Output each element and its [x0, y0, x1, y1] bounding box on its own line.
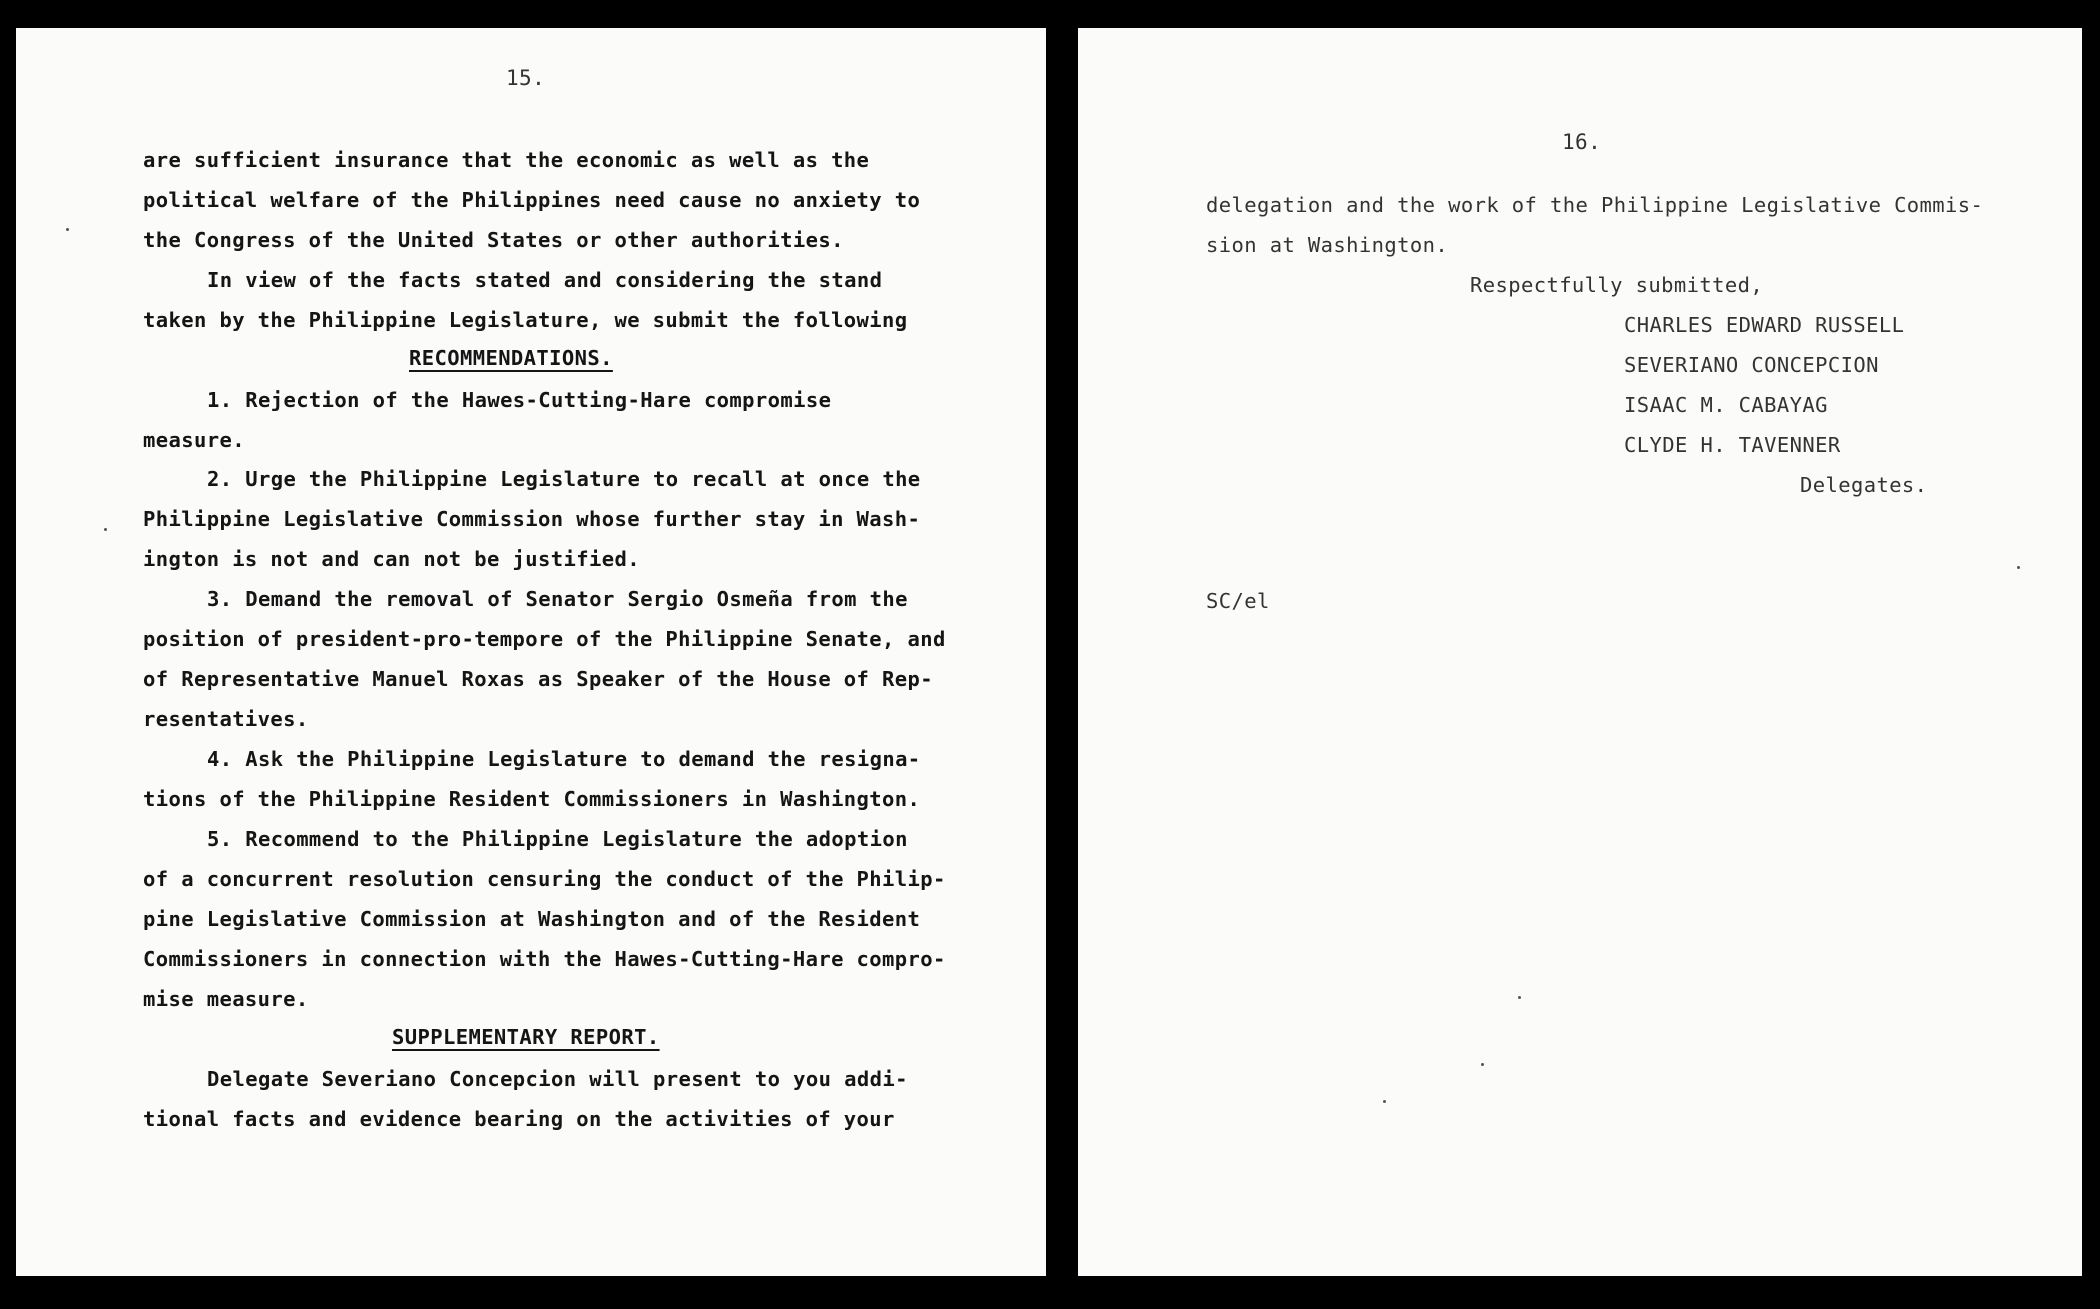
page-number: 15. [506, 66, 546, 90]
list-item-line: measure. [143, 428, 245, 452]
paragraph-line: sion at Washington. [1206, 233, 1449, 257]
paragraph-line: are sufficient insurance that the economic as well as the [143, 148, 870, 172]
paper-speck [1481, 1063, 1484, 1066]
section-heading: RECOMMENDATIONS. [409, 346, 613, 370]
paper-speck [104, 528, 107, 531]
paper-speck [66, 228, 69, 231]
paper-speck [1518, 996, 1521, 999]
signatory-name: SEVERIANO CONCEPCION [1624, 353, 1879, 377]
list-item-line: 3. Demand the removal of Senator Sergio Osmeña from the [207, 587, 908, 611]
typist-initials: SC/el [1206, 589, 1270, 613]
paragraph-line: tional facts and evidence bearing on the activities of your [143, 1107, 895, 1131]
list-item-line: resentatives. [143, 707, 309, 731]
list-item-line: 1. Rejection of the Hawes-Cutting-Hare compromise [207, 388, 832, 412]
paper-speck [2017, 566, 2020, 569]
signatory-name: ISAAC M. CABAYAG [1624, 393, 1828, 417]
list-item-line: Commissioners in connection with the Hawes-Cutting-Hare compro- [143, 947, 946, 971]
paper-speck [1383, 1100, 1386, 1103]
list-item-line: tions of the Philippine Resident Commissioners in Washington. [143, 787, 921, 811]
list-item-line: 4. Ask the Philippine Legislature to demand the resigna- [207, 747, 921, 771]
paragraph-line: the Congress of the United States or other authorities. [143, 228, 844, 252]
list-item-line: position of president-pro-tempore of the Philippine Senate, and [143, 627, 946, 651]
list-item-line: 5. Recommend to the Philippine Legislature the adoption [207, 827, 908, 851]
section-heading: SUPPLEMENTARY REPORT. [392, 1025, 660, 1049]
list-item-line: Philippine Legislative Commission whose further stay in Wash- [143, 507, 921, 531]
paragraph-line: political welfare of the Philippines need cause no anxiety to [143, 188, 921, 212]
list-item-line: of Representative Manuel Roxas as Speaker of the House of Rep- [143, 667, 934, 691]
paragraph-line: delegation and the work of the Philippine Legislative Commis- [1206, 193, 1984, 217]
paragraph-line: In view of the facts stated and considering the stand [207, 268, 883, 292]
page-number: 16. [1562, 130, 1602, 154]
list-item-line: pine Legislative Commission at Washington and of the Resident [143, 907, 921, 931]
list-item-line: of a concurrent resolution censuring the conduct of the Philip- [143, 867, 946, 891]
list-item-line: mise measure. [143, 987, 309, 1011]
paragraph-line: taken by the Philippine Legislature, we submit the following [143, 308, 908, 332]
document-page-15 [16, 28, 1046, 1276]
signatory-name: CLYDE H. TAVENNER [1624, 433, 1841, 457]
signatory-name: CHARLES EDWARD RUSSELL [1624, 313, 1905, 337]
list-item-line: ington is not and can not be justified. [143, 547, 640, 571]
signatory-role: Delegates. [1800, 473, 1928, 497]
closing-salutation: Respectfully submitted, [1470, 273, 1764, 297]
list-item-line: 2. Urge the Philippine Legislature to recall at once the [207, 467, 921, 491]
document-page-16 [1078, 28, 2082, 1276]
paragraph-line: Delegate Severiano Concepcion will present to you addi- [207, 1067, 908, 1091]
